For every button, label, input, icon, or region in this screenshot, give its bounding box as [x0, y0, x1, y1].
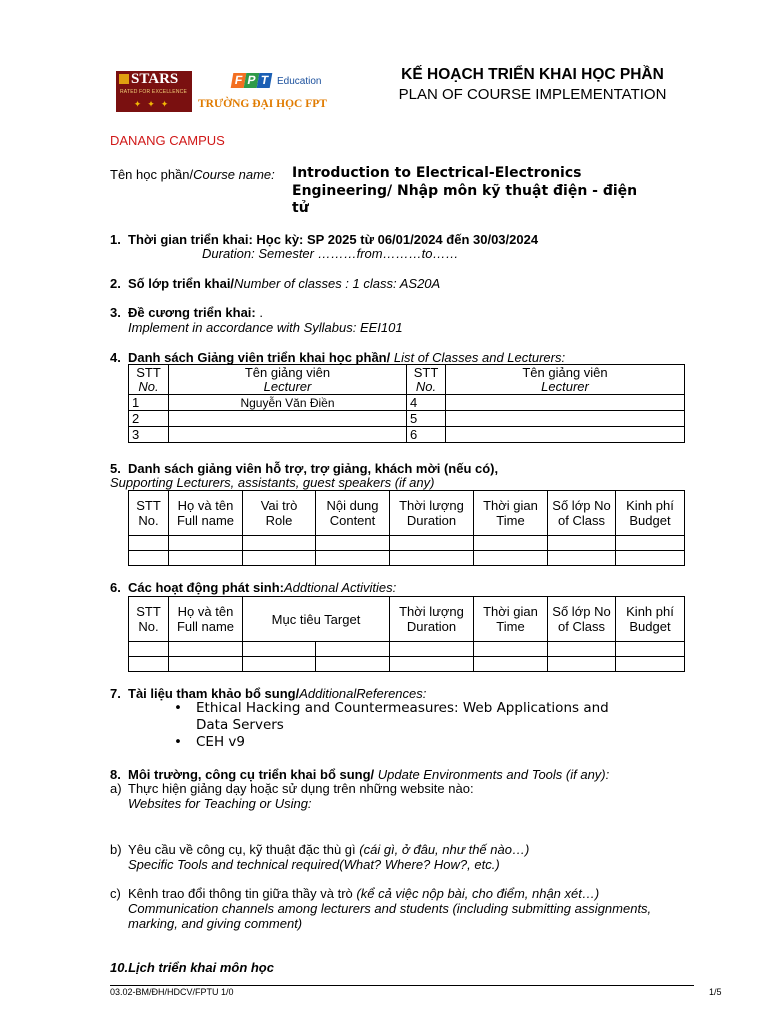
course-label-vn: Tên học phần/: [110, 167, 194, 182]
section-title: Các hoạt động phát sinh:: [128, 580, 284, 595]
header-text: Lecturer: [541, 378, 589, 394]
header-cell: Số lớp No of Class: [548, 597, 616, 642]
section-title: Danh sách Giảng viên triển khai học phần/: [128, 350, 391, 365]
header-cell: Thời gian Time: [474, 597, 548, 642]
section-5-heading: [110, 461, 498, 476]
table-row: [129, 411, 685, 427]
section-number: 5.: [110, 461, 121, 476]
col-stt-header: [407, 365, 446, 395]
header-text: No.: [138, 378, 159, 394]
section-title: Đề cương triển khai:: [128, 305, 260, 320]
item-text: Thực hiện giảng dạy hoặc sử dụng trên những website nào:: [128, 781, 474, 796]
col-lecturer-header: [169, 365, 407, 395]
table-cell: 6: [407, 427, 446, 443]
item-text: Kênh trao đổi thông tin giữa thầy và trò: [128, 886, 357, 901]
lecturer-table: [128, 364, 685, 443]
list-item-text: Ethical Hacking and Countermeasures: Web Applications and: [196, 700, 609, 716]
table-row: [129, 427, 685, 443]
fpt-letter-f: F: [231, 73, 247, 88]
section-8a-en: Websites for Teaching or Using:: [128, 796, 312, 811]
stars-logo-subtext: RATED FOR EXCELLENCE: [120, 89, 187, 95]
table-cell: [169, 411, 407, 427]
header-text: No.: [415, 378, 437, 394]
list-item: [174, 700, 609, 717]
section-3-sub: Implement in accordance with Syllabus: EEI101: [128, 320, 403, 335]
section-1-heading: [110, 232, 538, 247]
header-cell: Kinh phí Budget: [616, 491, 685, 536]
item-label: b): [110, 842, 122, 857]
list-item: [174, 734, 609, 751]
course-name-value: [292, 165, 692, 218]
section-5-sub: Supporting Lecturers, assistants, guest speakers (if any): [110, 475, 435, 490]
course-label-en: Course name:: [193, 167, 275, 182]
item-text-italic: (cái gì, ở đâu, như thế nào…): [359, 842, 530, 857]
document-title-vn: KẾ HOẠCH TRIỂN KHAI HỌC PHẦN: [401, 66, 664, 83]
footer-form-code: 03.02-BM/ĐH/HDCV/FPTU 1/0: [110, 987, 234, 997]
item-label: c): [110, 886, 121, 901]
section-8-heading: [110, 767, 609, 782]
section-number: 4.: [110, 350, 121, 365]
table-cell: [446, 427, 685, 443]
header-cell: Kinh phí Budget: [616, 597, 685, 642]
bullet-icon: •: [174, 734, 182, 750]
course-name-line: Engineering/ Nhập môn kỹ thuật điện - điện: [292, 182, 638, 199]
section-title-en: List of Classes and Lecturers:: [390, 350, 566, 365]
footer-page-number: 1/5: [709, 987, 722, 997]
table-cell: [446, 395, 685, 411]
additional-activities-table: [128, 596, 685, 672]
section-8a: [110, 781, 474, 796]
table-cell: 3: [129, 427, 169, 443]
table-row: [129, 657, 685, 672]
fpt-letter-p: P: [244, 73, 260, 88]
header-cell: Họ và tên Full name: [169, 597, 243, 642]
table-cell: 4: [407, 395, 446, 411]
section-title: Số lớp triển khai/: [128, 276, 235, 291]
header-cell: Mục tiêu Target: [243, 597, 390, 642]
item-text-italic: (kể cả việc nộp bài, cho điểm, nhận xét…): [356, 886, 600, 901]
header-text: STT: [413, 364, 439, 380]
document-title-en: PLAN OF COURSE IMPLEMENTATION: [398, 86, 667, 103]
section-8c-en: [128, 901, 651, 931]
section-title-en: AdditionalReferences:: [299, 686, 427, 701]
header-cell: Họ và tên Full name: [169, 491, 243, 536]
course-name-line: tử: [292, 200, 309, 216]
header-text: Lecturer: [263, 378, 312, 394]
header-cell: Thời gian Time: [474, 491, 548, 536]
header-cell: Nội dung Content: [316, 491, 390, 536]
section-number: 8.: [110, 767, 121, 782]
course-name-label: [110, 167, 275, 182]
table-cell: 5: [407, 411, 446, 427]
section-8c: [110, 886, 599, 901]
reference-list: [174, 700, 609, 751]
section-dot: .: [259, 305, 263, 320]
section-number: 1.: [110, 232, 121, 247]
section-title: Môi trường, công cụ triển khai bổ sung/: [128, 767, 375, 782]
section-6-heading: [110, 580, 396, 595]
table-cell: 2: [129, 411, 169, 427]
section-2-heading: [110, 276, 440, 291]
header-cell: STT No.: [129, 597, 169, 642]
item-label: a): [110, 781, 122, 796]
table-cell: Nguyễn Văn Điền: [169, 395, 407, 411]
table-cell: 1: [129, 395, 169, 411]
header-cell: Số lớp No of Class: [548, 491, 616, 536]
footer-divider: [110, 985, 694, 986]
section-10-heading: 10.Lịch triển khai môn học: [110, 960, 274, 975]
fpt-letter-t: T: [257, 73, 273, 88]
item-text: Yêu cầu về công cụ, kỹ thuật đặc thù gì: [128, 842, 360, 857]
table-row: [129, 642, 685, 657]
section-title-en: Update Environments and Tools (if any):: [374, 767, 610, 782]
col-lecturer-header: [446, 365, 685, 395]
fpt-education-text: Education: [277, 76, 322, 87]
table-cell: [446, 411, 685, 427]
section-4-heading: [110, 350, 565, 365]
item-text: Communication channels among lecturers and students (including submitting assignments,: [128, 901, 652, 916]
section-1-sub: Duration: Semester ………from………to……: [202, 246, 459, 261]
table-row: [129, 551, 685, 566]
header-cell: STT No.: [129, 491, 169, 536]
section-title: Danh sách giảng viên hỗ trợ, trợ giảng, khách mời (nếu có),: [128, 461, 499, 476]
table-row: [129, 536, 685, 551]
header-cell: Thời lượng Duration: [390, 491, 474, 536]
section-3-heading: [110, 305, 263, 320]
list-item-text: CEH v9: [196, 734, 245, 750]
table-cell: [169, 427, 407, 443]
section-number: 2.: [110, 276, 121, 291]
stars-emblem-icon: [119, 74, 129, 84]
section-8b-en: Specific Tools and technical required(What? Where? How?, etc.): [128, 857, 500, 872]
header-cell: Thời lượng Duration: [390, 597, 474, 642]
section-sub: Number of classes : 1 class: AS20A: [234, 276, 441, 291]
list-item: [174, 717, 609, 734]
section-title-en: Addtional Activities:: [284, 580, 397, 595]
section-number: 3.: [110, 305, 121, 320]
header-text: Tên giảng viên: [522, 364, 608, 380]
table-row: [129, 395, 685, 411]
stars-logo-text: STARS: [131, 71, 179, 87]
support-lecturer-table: [128, 490, 685, 566]
list-item-text: Data Servers: [196, 717, 284, 733]
section-title: Thời gian triển khai: Học kỳ: SP 2025 từ 06/01/2024 đến 30/03/2024: [128, 232, 539, 247]
col-stt-header: [129, 365, 169, 395]
header-text: Tên giảng viên: [244, 364, 331, 380]
section-8b: [110, 842, 529, 857]
header-text: STT: [136, 364, 161, 380]
fpt-logo: [198, 72, 352, 116]
course-name-line: Introduction to Electrical-Electronics: [292, 165, 582, 181]
section-7-heading: [110, 686, 426, 701]
item-text: marking, and giving comment): [128, 916, 303, 931]
section-title: Tài liệu tham khảo bổ sung/: [128, 686, 300, 701]
stars-logo: [116, 71, 192, 112]
section-number: 6.: [110, 580, 121, 595]
campus-label: DANANG CAMPUS: [110, 133, 225, 148]
stars-rating-icon: ✦✦✦: [133, 99, 175, 109]
bullet-icon: •: [174, 700, 182, 716]
header-cell: Vai trò Role: [243, 491, 316, 536]
fpt-school-name: TRƯỜNG ĐẠI HỌC FPT: [198, 98, 327, 110]
section-number: 7.: [110, 686, 121, 701]
